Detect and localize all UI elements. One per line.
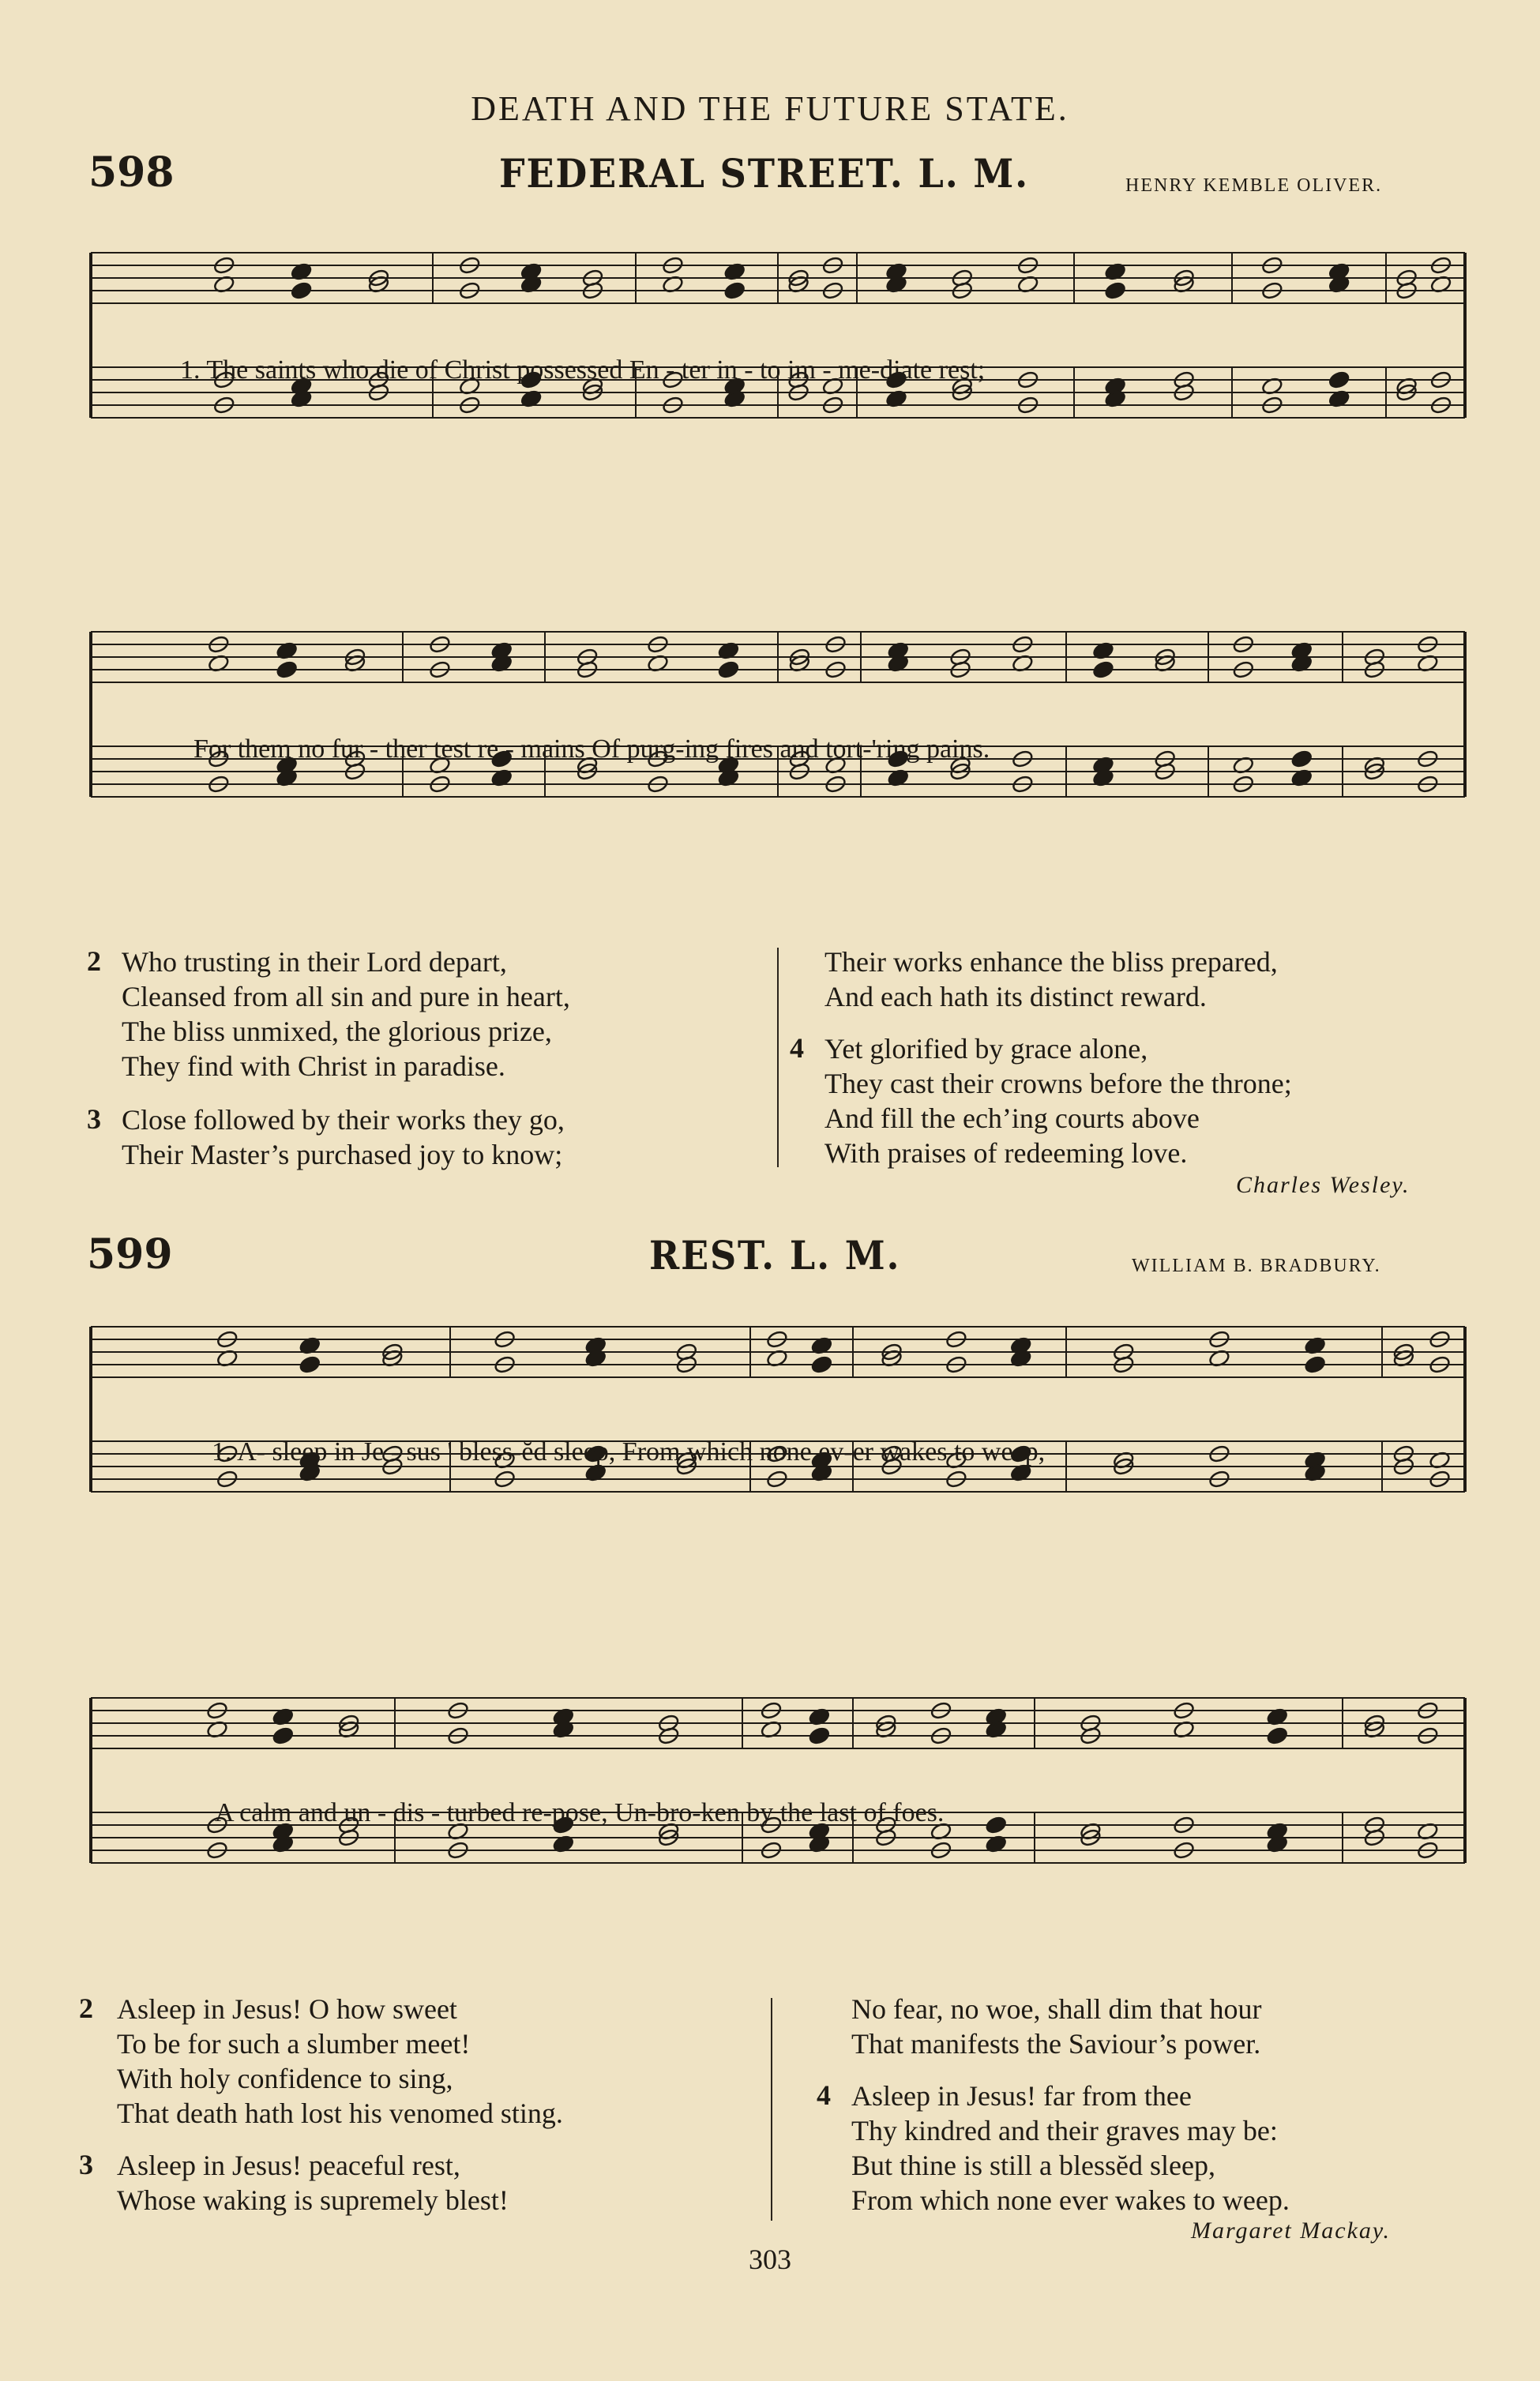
page-number: 303	[749, 2244, 791, 2275]
system-599-1-note	[299, 1355, 321, 1375]
composer-598: HENRY KEMBLE OLIVER.	[1125, 175, 1383, 196]
hymn-number-599: 599	[87, 1230, 173, 1279]
system-599-1-note	[1304, 1355, 1327, 1375]
system-599-2-note	[272, 1726, 295, 1746]
verse-divider	[777, 948, 779, 1167]
system-598-2-note	[717, 660, 740, 680]
lyric-599-line2: A calm and un - dis - turbed re-pose, Un-bro-ken by the last of foes.	[215, 1798, 945, 1827]
system-598-2-note	[1092, 660, 1115, 680]
system-598-1-note	[1104, 281, 1127, 301]
system-599-1-note	[810, 1355, 833, 1375]
author-598: Charles Wesley.	[1236, 1172, 1410, 1198]
hymn-title-598: FEDERAL STREET. L. M.	[499, 150, 1030, 197]
page-header: DEATH AND THE FUTURE STATE.	[471, 89, 1069, 128]
lyric-598-line1: 1. The saints who die of Christ possessed En - ter in - to im - me-diate rest;	[180, 355, 986, 385]
system-598-1-note	[723, 281, 746, 301]
system-598-1-note	[290, 281, 313, 301]
hymn-number-598: 598	[88, 148, 175, 197]
system-598-2-note	[276, 660, 299, 680]
system-598-2-note	[1290, 749, 1313, 769]
composer-599: WILLIAM B. BRADBURY.	[1132, 1256, 1381, 1276]
verse-divider-599	[771, 1998, 772, 2221]
system-598-1-note	[1328, 370, 1350, 390]
hymn-title-599: REST. L. M.	[649, 1232, 901, 1279]
author-599: Margaret Mackay.	[1191, 2218, 1392, 2244]
system-599-2-note	[808, 1726, 831, 1746]
system-599-2-note	[985, 1816, 1008, 1835]
system-599-2-note	[1266, 1726, 1289, 1746]
lyric-598-line2: For them no fur - ther test re - mains Of purg-ing fires and tort-'ring pains.	[193, 734, 990, 764]
lyric-599-line1: 1. A- sleep in Je - sus ' bless-ĕd sleep, From which none ev-er wakes to weep,	[212, 1437, 1046, 1467]
